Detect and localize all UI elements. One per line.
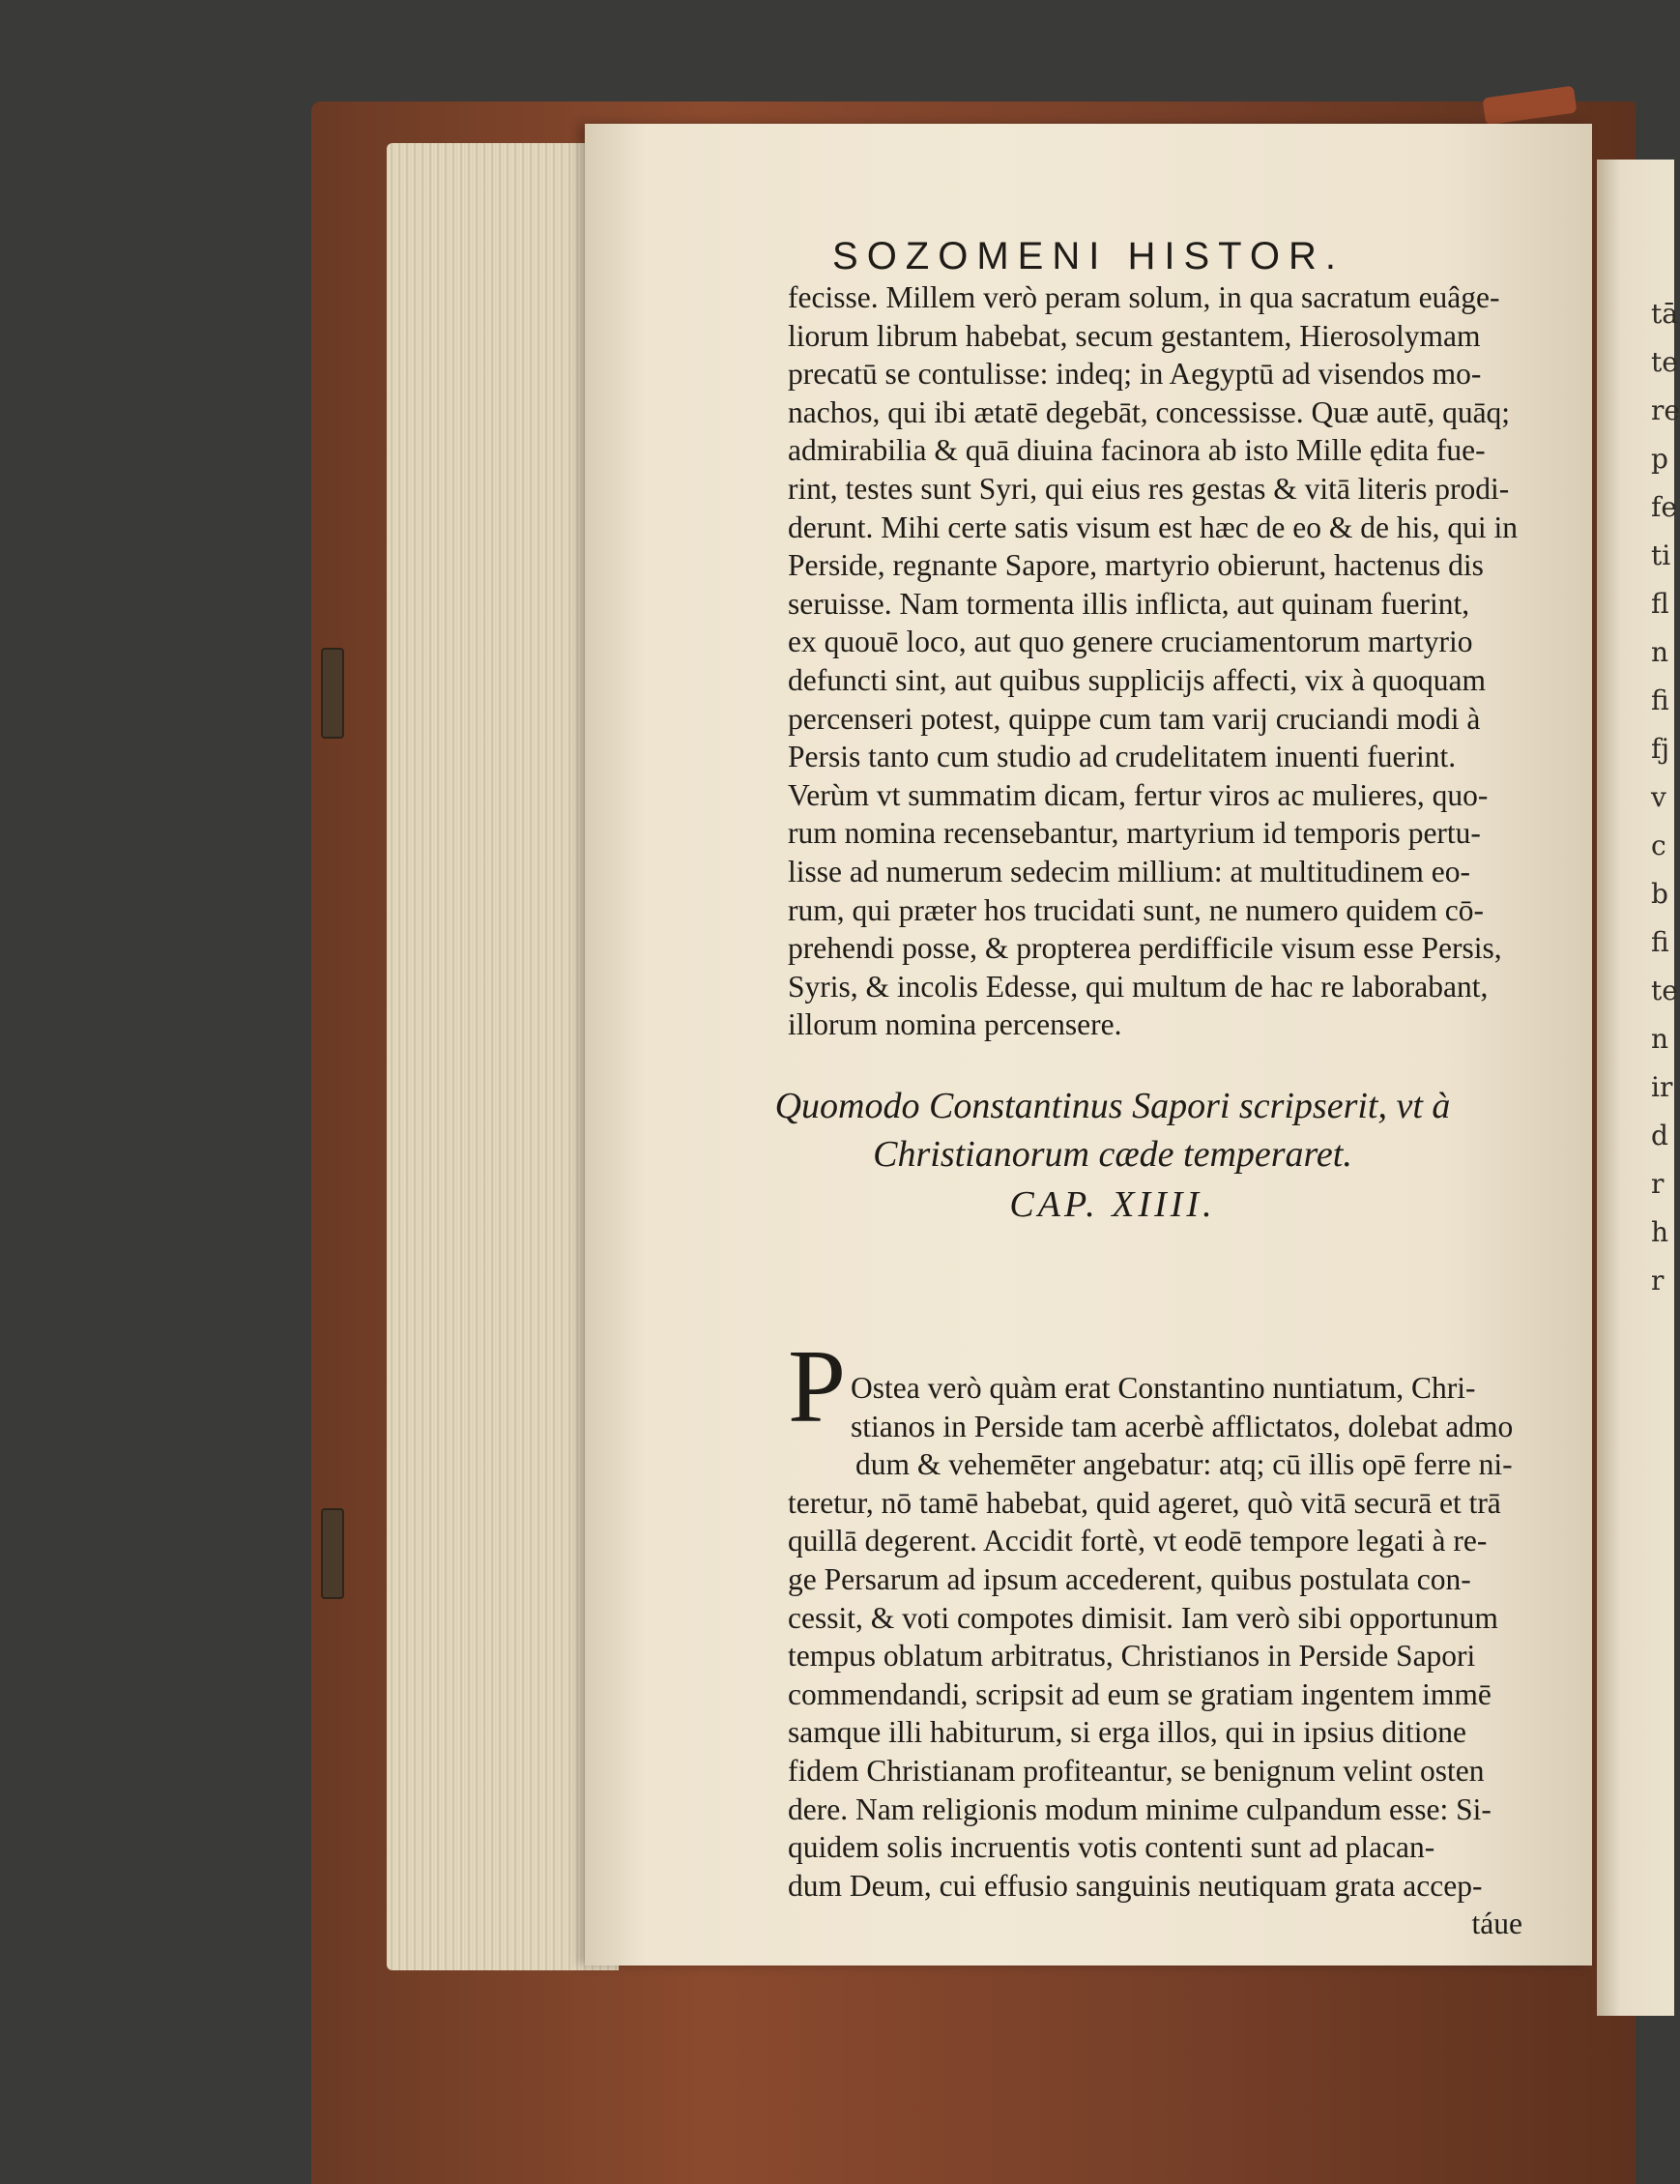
text-line: rum, qui præter hos trucidati sunt, ne numero quidem cō- bbox=[788, 892, 1484, 927]
clasp-lower bbox=[321, 1508, 344, 1599]
chapter-title-line-1: Quomodo Constantinus Sapori scripserit, vt à bbox=[774, 1086, 1451, 1126]
facing-page-letter: p bbox=[1651, 443, 1668, 475]
facing-page-letter: b bbox=[1651, 878, 1668, 910]
chapter-text-line: samque illi habiturum, si erga illos, qui in ipsius ditione bbox=[788, 1715, 1466, 1750]
text-line: Verùm vt summatim dicam, fertur viros ac mulieres, quo- bbox=[788, 777, 1489, 812]
chapter-text-line: dere. Nam religionis modum minime culpandum esse: Si- bbox=[788, 1791, 1492, 1826]
facing-page-letter: r bbox=[1651, 1168, 1665, 1200]
facing-page-letter: ti bbox=[1651, 539, 1671, 571]
chapter-text-line: teretur, nō tamē habebat, quid ageret, quò vitā securā et trā bbox=[788, 1485, 1501, 1520]
text-line: admirabilia & quā diuina facinora ab isto Mille ędita fue- bbox=[788, 433, 1486, 468]
text-line: Persis tanto cum studio ad crudelitatem inuenti fuerint. bbox=[788, 740, 1457, 774]
facing-page-letter: fi bbox=[1651, 926, 1669, 958]
chapter-text-line: dum & vehemēter angebatur: atq; cū illis opē ferre ni- bbox=[855, 1447, 1513, 1482]
facing-page-letter: h bbox=[1651, 1216, 1669, 1248]
facing-page-letter: ir bbox=[1651, 1071, 1673, 1103]
chapter-text-line: tempus oblatum arbitratus, Christianos in Perside Sapori bbox=[788, 1639, 1476, 1674]
facing-page-letter: fe bbox=[1651, 491, 1677, 523]
facing-page-letter: fj bbox=[1651, 733, 1670, 765]
chapter-text bbox=[788, 1369, 1522, 1943]
text-line: Perside, regnante Sapore, martyrio obierunt, hactenus dis bbox=[788, 548, 1484, 583]
facing-page-letter: tā bbox=[1651, 298, 1678, 330]
text-line: lisse ad numerum sedecim millium: at multitudinem eo- bbox=[788, 854, 1470, 888]
text-line: ex quouē loco, aut quo genere cruciamentorum martyrio bbox=[788, 625, 1473, 659]
chapter-text-line: táue bbox=[1471, 1907, 1522, 1941]
chapter-text-line: Ostea verò quàm erat Constantino nuntiatum, Chri- bbox=[851, 1371, 1476, 1405]
facing-page-letter: te bbox=[1651, 975, 1678, 1006]
text-line: percenseri potest, quippe cum tam varij cruciandi modi à bbox=[788, 701, 1481, 736]
facing-page-letter: fl bbox=[1651, 588, 1669, 620]
text-line: rint, testes sunt Syri, qui eius res gestas & vitā literis prodi- bbox=[788, 471, 1510, 506]
text-line: illorum nomina percensere. bbox=[788, 1007, 1122, 1042]
facing-page-letter: c bbox=[1651, 830, 1666, 861]
facing-page-letter: te bbox=[1651, 346, 1678, 378]
chapter-text-line: ge Persarum ad ipsum accederent, quibus postulata con- bbox=[788, 1561, 1471, 1596]
text-line: seruisse. Nam tormenta illis inflicta, aut quinam fuerint, bbox=[788, 586, 1470, 621]
facing-page-letter: d bbox=[1651, 1120, 1668, 1151]
clasp-upper bbox=[321, 648, 344, 739]
facing-page-letter: v bbox=[1651, 781, 1666, 813]
facing-page-letter: r bbox=[1651, 1265, 1665, 1296]
facing-page-letter: n bbox=[1651, 1023, 1669, 1055]
chapter-text-line: stianos in Perside tam acerbè afflictatos, dolebat admo bbox=[851, 1409, 1514, 1443]
text-line: Syris, & incolis Edesse, qui multum de hac re laborabant, bbox=[788, 969, 1489, 1004]
facing-page-letters bbox=[1651, 290, 1680, 1305]
text-line: liorum librum habebat, secum gestantem, Hierosolymam bbox=[788, 318, 1481, 353]
body-text bbox=[788, 278, 1518, 1044]
running-head: SOZOMENI HISTOR. bbox=[832, 235, 1345, 277]
text-line: prehendi posse, & propterea perdifficile visum esse Persis, bbox=[788, 931, 1502, 966]
facing-page-letter: re bbox=[1651, 394, 1680, 426]
chapter-title-line-2: Christianorum cæde temperaret. bbox=[873, 1134, 1352, 1175]
text-line: fecisse. Millem verò peram solum, in qua sacratum euâge- bbox=[788, 280, 1500, 314]
chapter-text-line: quidem solis incruentis votis contenti sunt ad placan- bbox=[788, 1830, 1435, 1865]
facing-page-letter: fi bbox=[1651, 684, 1669, 716]
drop-cap: P bbox=[788, 1329, 847, 1444]
text-line: defuncti sint, aut quibus supplicijs affecti, vix à quoquam bbox=[788, 662, 1487, 697]
facing-page-letter: n bbox=[1651, 636, 1669, 668]
text-line: derunt. Mihi certe satis visum est hæc de eo & de his, qui in bbox=[788, 510, 1519, 544]
book-page bbox=[585, 124, 1592, 1966]
page-edges bbox=[387, 143, 619, 1970]
chapter-text-line: commendandi, scripsit ad eum se gratiam ingentem immē bbox=[788, 1676, 1492, 1711]
chapter-text-line: quillā degerent. Accidit fortè, vt eodē tempore legati à re- bbox=[788, 1524, 1488, 1558]
chapter-number: CAP. XIIII. bbox=[1009, 1184, 1216, 1225]
chapter-text-line: dum Deum, cui effusio sanguinis neutiquam grata accep- bbox=[788, 1868, 1483, 1903]
chapter-text-line: cessit, & voti compotes dimisit. Iam verò sibi opportunum bbox=[788, 1600, 1498, 1635]
text-line: precatū se contulisse: indeq; in Aegyptū ad visendos mo- bbox=[788, 357, 1482, 392]
chapter-text-line: fidem Christianam profiteantur, se benignum velint osten bbox=[788, 1753, 1485, 1788]
text-line: nachos, qui ibi ætatē degebāt, concessisse. Quæ autē, quāq; bbox=[788, 394, 1511, 429]
text-line: rum nomina recensebantur, martyrium id temporis pertu- bbox=[788, 816, 1481, 851]
